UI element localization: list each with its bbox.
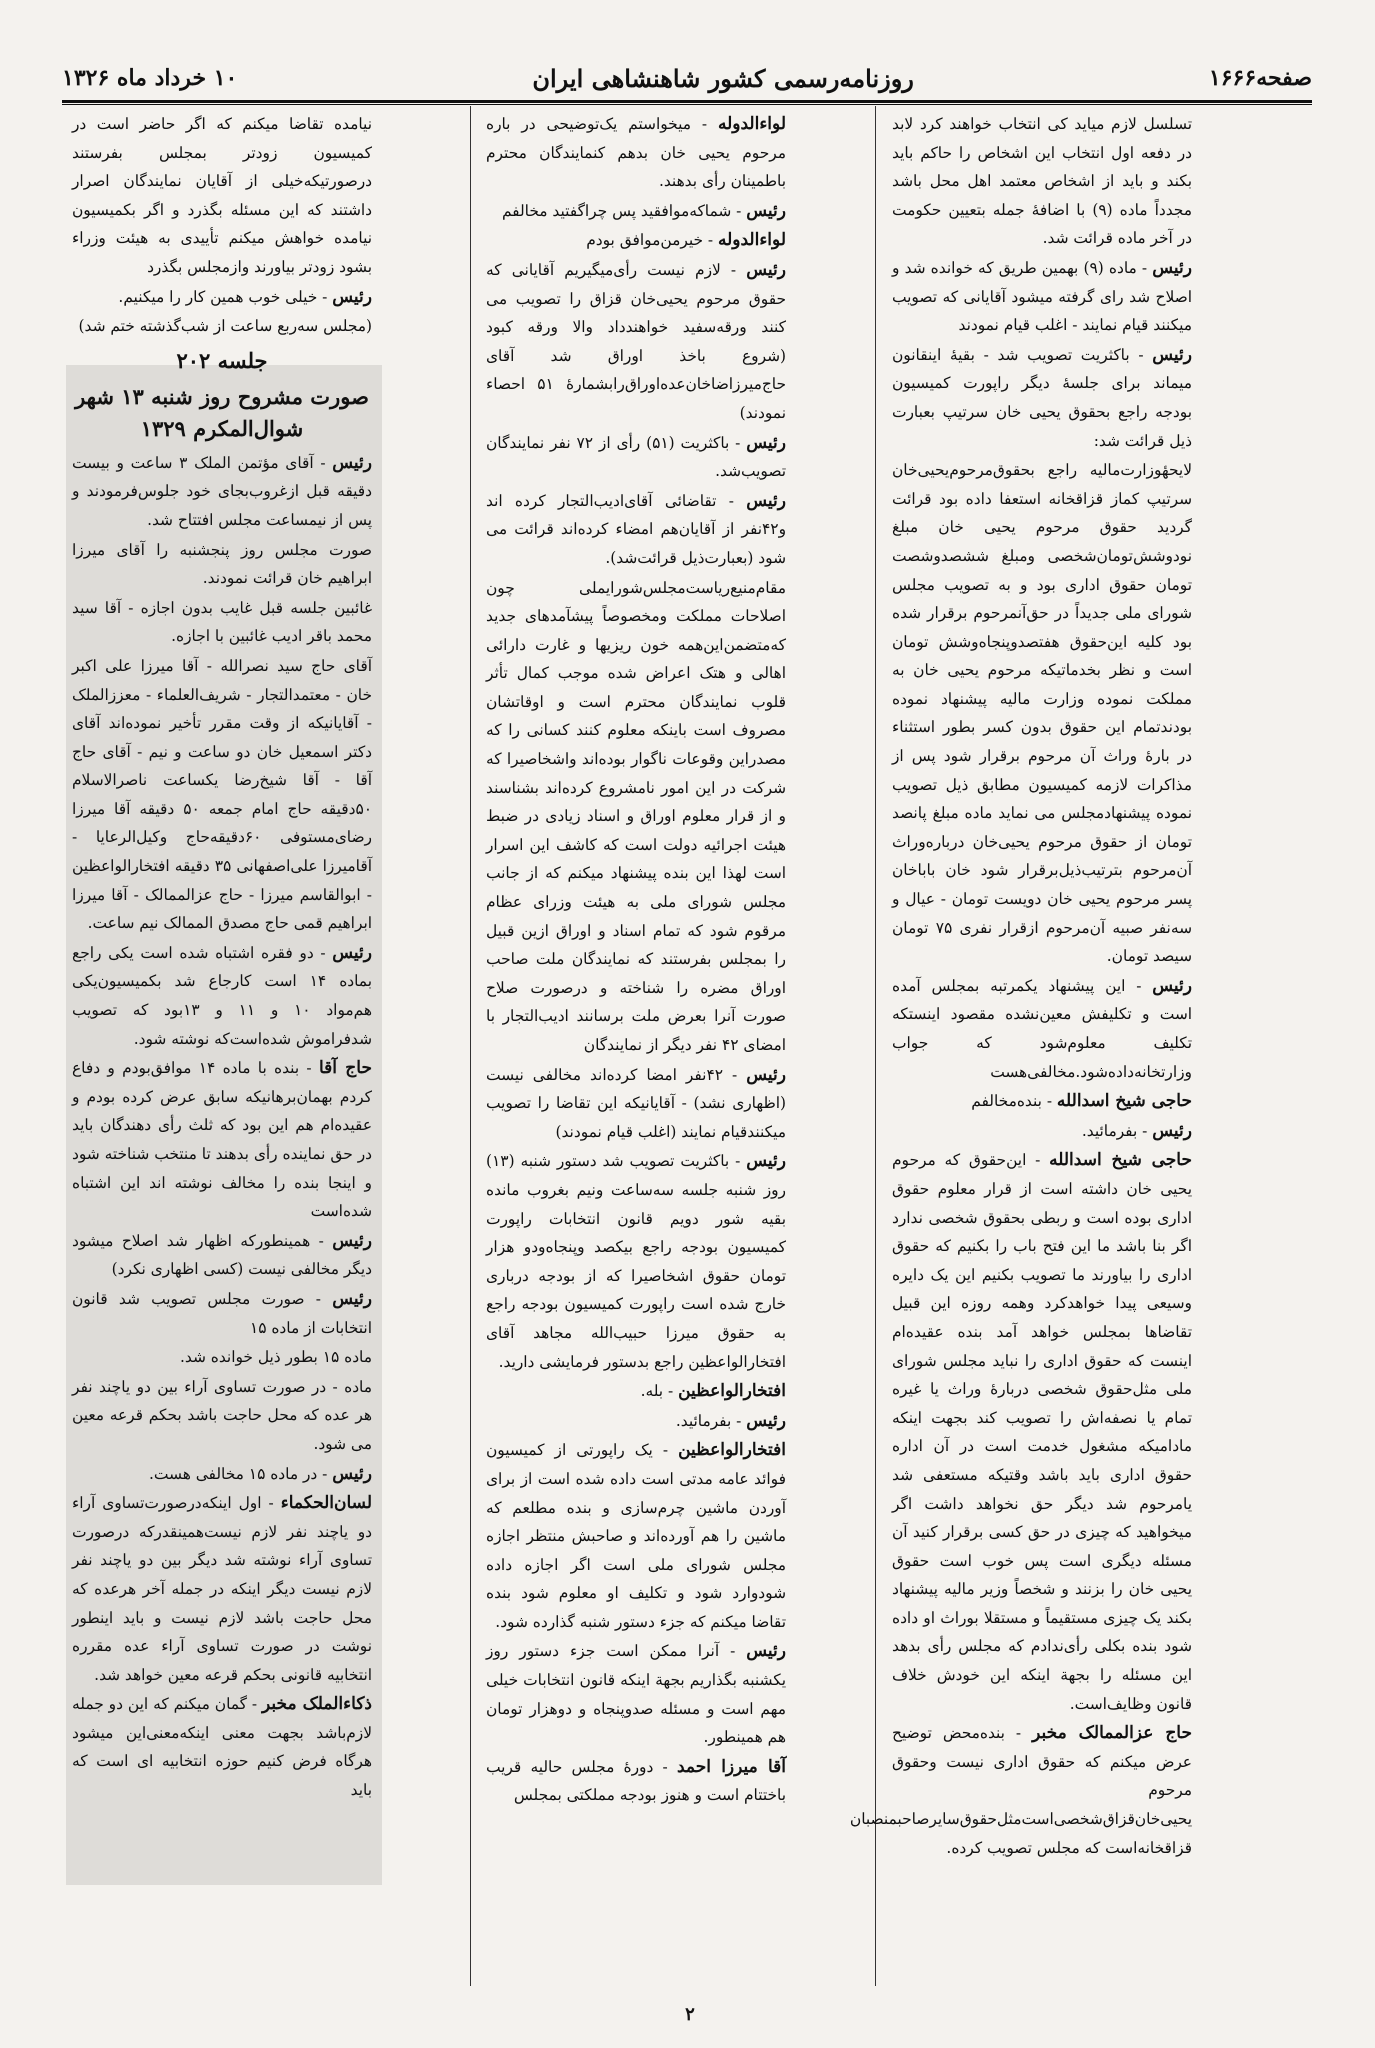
speaker-name: رئیس — [332, 1288, 372, 1309]
paragraph-text: - لازم نیست رأی‌میگیریم آقایانی که حقوق مرحوم یحیی‌خان قزاق را تصویب می کنند ورقه‌سفید خواهندداد والا ورقه کبود (شروع باخذ اوراق شد آقای حاج‌میرزاضاخان‌عده‌اوراق‌رابشمارهٔ ۵۱ احصاء نمودند) — [486, 260, 786, 422]
paragraph — [486, 1377, 786, 1406]
speaker-name: رئیس — [1152, 257, 1192, 278]
paragraph-text: - بنده‌محض توضیح عرض میکنم که حقوق اداری نیست وحقوق مرحوم یحیی‌خان‌قزاق‌شخصی‌است‌مثل‌حقوق‌سایرصاحبمنصبان قزاقخانه‌است که مجلس تصویب کرده. — [849, 1724, 1192, 1857]
newspaper-title: روزنامه‌رسمی کشور شاهنشاهی ایران — [532, 63, 914, 93]
paragraph — [486, 1061, 786, 1147]
paragraph — [892, 1087, 1192, 1116]
session-heading: جلسه ۲۰۲ — [176, 347, 268, 373]
paragraph — [486, 429, 786, 486]
speaker-name: لواءالدوله — [717, 230, 786, 251]
paragraph — [486, 1407, 786, 1436]
paragraph — [72, 110, 372, 282]
issue-date: ۱۰ خرداد ماه ۱۳۲۶ — [62, 65, 238, 91]
paragraph-text: - میخواستم یک‌توضیحی در باره مرحوم یحیی خان بدهم کنمایندگان محترم باطمینان رأی بدهند. — [486, 115, 786, 191]
paragraph — [486, 487, 786, 573]
paragraph-text: - دو فقره اشتباه شده است یکی راجع بماده ۱۴ است کارجاع شد بکمیسیون‌یکی هم‌مواد ۱۰ و ۱۱ و ۱۳بود که تصویب شدفراموش شده‌است‌که نوشته شود. — [72, 943, 372, 1048]
paragraph-text: - دورهٔ مجلس حالیه قریب باختتام است و هنوز بودجه مملکتی بمجلس — [486, 1757, 786, 1805]
header-rule-thin — [62, 104, 1312, 105]
paragraph — [486, 1753, 786, 1810]
paragraph-text: - در ماده ۱۵ مخالفی هست. — [148, 1464, 333, 1483]
speaker-name: افتخارالواعظین — [678, 1381, 786, 1402]
paragraph-text: - بفرمائید. — [675, 1411, 747, 1430]
paragraph-text: - اول اینکه‌درصورت‌تساوی آراء دو یاچند نفر لازم نیست‌همینقدرکه درصورت تساوی آراء نوشته شد دیگر بین دو یاچند نفر لازم نیست دیگر اینکه در جمله آخر هرعده که محل حاجت باشد لازم نیست و باید اینطور نوشت در صورت تساوی آراء عده مقرره انتخابیه قانونی بحکم قرعه معین خواهد شد. — [72, 1494, 372, 1684]
paragraph — [72, 312, 372, 341]
paragraph-text: - باکثریت (۵۱) رأی از ۷۲ نفر نمایندگان تصویب‌شد. — [486, 433, 786, 481]
speaker-name: ذکاءالملک مخبر — [262, 1694, 372, 1715]
speaker-name: رئیس — [746, 1641, 786, 1662]
paragraph-text: - بنده‌مخالفم — [971, 1092, 1057, 1111]
paragraph — [849, 1719, 1192, 1862]
paragraph — [486, 110, 786, 196]
paragraph — [486, 256, 786, 428]
paragraph — [72, 939, 372, 1053]
speaker-name: رئیس — [1152, 344, 1192, 365]
speaker-name: حاجی شیخ اسدالله — [1056, 1091, 1192, 1112]
paragraph — [72, 1054, 372, 1226]
speaker-name: رئیس — [332, 942, 372, 963]
session-heading: صورت مشروح روز شنبه ۱۳ شهر شوال‌المکرم ۱۳۲۹ — [75, 383, 369, 441]
paragraph — [72, 1373, 372, 1459]
paragraph-text: غائبین جلسه قبل غایب بدون اجازه - آقا سید محمد باقر ادیب غائبین با اجازه. — [72, 598, 372, 646]
speaker-name: رئیس — [1152, 1120, 1192, 1141]
paragraph-text: آقای حاج سید نصرالله - آقا میرزا علی اکبر خان - معتمدالتجار - شریف‌العلماء - معززالملک - آقایانیکه از وقت مقرر تأخیر نموده‌اند آقای دکتر اسمعیل خان دو ساعت و نیم - آقای حاج آقا - آقا شیخ‌رضا یکساعت ناصرالاسلام ۵۰دقیقه حاج امام جمعه ۵۰ دقیقه آقا میرزا رضای‌مستوفی ۶۰دقیقه‌حاج وکیل‌الرعایا - آقامیرزا علی‌اصفهانی ۳۵ دقیقه افتخارالواعظین - ابوالقاسم میرزا - حاج عزالممالک - آقا میرزا ابراهیم قمی حاج مصدق الممالک نیم ساعت. — [72, 656, 372, 933]
paragraph — [486, 1147, 786, 1376]
paragraph-text: ماده - در صورت تساوی آراء بین دو یاچند نفر هر عده که محل حاجت باشد بحکم قرعه معین می شود. — [72, 1377, 372, 1453]
paragraph-text: - گمان میکنم که این دو جمله لازم‌باشد بجهت معنی اینکه‌معنی‌این میشود هرگاه فرض کنیم حوزه انتخابیه ای است که باید — [72, 1695, 372, 1800]
paragraph — [72, 594, 372, 651]
speaker-name: رئیس — [746, 200, 786, 221]
paragraph — [892, 1146, 1192, 1718]
paragraph — [72, 1460, 372, 1489]
paragraph-text: - یک راپورتی از کمیسیون فوائد عامه مدتی است داده شده است از برای آوردن ماشین چرم‌سازی و بنده مطلعم که ماشین را هم آورده‌اند و صاحبش منتظر اجازه مجلس شورای ملی است اگر اجازه داده شودوارد شود و تکلیف او معلوم شود بنده تقاضا میکنم که جزء دستور شنبه گذارده شود. — [486, 1441, 786, 1631]
paragraph — [892, 972, 1192, 1086]
paragraph-text: - بفرمائید. — [1081, 1121, 1153, 1140]
paragraph-text: - این‌حقوق که مرحوم یحیی خان داشته است از قرار معلوم حقوق اداری بوده است و ربطی بحقوق شخصی ندارد اگر بنا باشد ما این فتح باب را بکنیم که حقوق اداری را بیاورند ما تصویب بکنیم این یک دایره وسیعی پیدا خواهدکرد وهمه روزه این قبیل تقاضا‌ها بمجلس خواهد آمد بنده عقیده‌ام اینست که حقوق اداری را نباید مجلس شورای ملی مثل‌حقوق شخصی دربارهٔ وراث یا غیره تمام یا نصفه‌اش را تصویب کند بجهت اینکه مادامیکه مشغول خدمت است در آن اداره حقوق اداری باید باشد وقتیکه مستعفی شد یامرحوم شد دیگر حق نخواهد داشت اگر میخواهید که چیزی در حق کسی برقرار کنید آن مسئله دیگری است پس خوب است حقوق یحیی خان را بزنند و شخصاً وزیر مالیه پیشنهاد بکند یک چیزی مستقیماً و مستقلا بوراث او داده شود بنده بکلی رأی‌ندادم که مجلس رأی بدهد این مسئله را بجهة اینکه این خودش خلاف قانون وظایف‌است. — [892, 1151, 1192, 1713]
paragraph — [72, 652, 372, 938]
speaker-name: رئیس — [1152, 975, 1192, 996]
speaker-name: رئیس — [332, 452, 372, 473]
speaker-name: رئیس — [746, 1151, 786, 1172]
paragraph — [486, 197, 786, 226]
speaker-name: حاج آقا — [318, 1058, 372, 1079]
paragraph-text: لایحهٔوزارت‌مالیه راجع بحقوق‌مرحوم‌یحیی‌خان سرتیپ کماز قزاقخانه استعفا داده بود قرائت گردید حقوق مرحوم یحیی خان مبلغ نودوشش‌تومان‌شخصی ومبلغ ششصدوشصت تومان حقوق اداری بود و به تصویب مجلس شورای ملی جدیداً در حق‌آنمرحوم برقرار شده بود کلیه این‌حقوق هفتصدوپنجاه‌وشش تومان است و نظر بخدماتیکه مرحوم یحیی خان به مملکت نموده وزارت مالیه پیشنهاد نموده بودندتمام این حقوق بدون کسر بطور استثناء در بارهٔ وراث آن مرحوم برقرار شود پس از مذاکرات لازمه کمیسیون مطابق ذیل تصویب نموده پیشنهادمجلس می نماید ماده مبلغ پانصد تومان از حقوق مرحوم یحیی‌خان درباره‌وراث آن‌مرحوم بترتیب‌ذیل‌برقرار شود خان باباخان پسر مرحوم یحیی خان دویست تومان - عیال و سه‌نفر صبیه آن‌مرحوم ازقرار نفری ۷۵ تومان سیصد تومان. — [892, 461, 1192, 966]
paragraph — [72, 1489, 372, 1689]
paragraph-text: - خیر‌من‌موافق بودم — [586, 231, 718, 250]
paragraph — [892, 254, 1192, 340]
paragraph — [72, 283, 372, 312]
paragraph-text: - تقاضائی آقای‌ادیب‌التجار کرده اند و۴۲نفر از آقایان‌هم امضاء کرده‌اند قرائت می شود (بعبارت‌ذیل قرائت‌شد). — [486, 491, 786, 567]
paragraph-text: - آنرا ممکن است جزء دستور روز یکشنبه بگذاریم بجهة اینکه قانون انتخابات خیلی مهم است و مسئله صدوپنجاه و دوهزار تومان هم همینطور. — [486, 1642, 786, 1747]
paragraph-text: - باکثریت تصویب شد دستور شنبه (۱۳) روز شنبه جلسه سه‌ساعت ونیم بغروب مانده بقیه شور دویم قانون انتخابات راپورت کمیسیون بودجه راجع بیکصد وپنجاه‌ودو هزار تومان حقوق اشخاصیرا که از بودجه درباری خارج شده است راپورت کمیسیون بودجه راجع به حقوق میرزا حبیب‌الله مجاهد آقای افتخارالواعظین راجع بدستور فرمایشی دارید. — [486, 1152, 786, 1371]
page-footer-number: ۲ — [685, 2004, 695, 2025]
header-rule — [62, 100, 1312, 103]
paragraph-text: - ۴۲نفر امضا کرده‌اند مخالفی نیست (اظهاری نشد) - آقایانیکه این تقاضا را تصویب میکنندقیام نمایند (اغلب قیام نمودند) — [486, 1065, 786, 1141]
speaker-name: حاج عزالممالک مخبر — [1032, 1723, 1192, 1744]
paragraph — [72, 449, 372, 535]
speaker-name: لواءالدوله — [717, 114, 786, 134]
speaker-name: رئیس — [746, 432, 786, 453]
text-column-right — [849, 110, 1192, 1980]
column-divider — [875, 106, 876, 1986]
speaker-name: افتخارالواعظین — [678, 1440, 786, 1461]
paragraph-text: مقام‌منیع‌ریاست‌مجلس‌شورا‌یملی چون اصلاحات مملکت ومخصوصاً پیشآمدهای جدید که‌متضمن‌این‌همه خون ریزیها و غارت دارائی اهالی و هتک اعراض شده موجب کمال تأثر قلوب نمایندگان محترم است و اوقاتشان مصروف است باینکه معلوم کنند کسانی را که مصدراین وقوعات ناگوار بوده‌اند واشخاصیرا که شرکت در این امور نامشروع کرده‌اند بشناسند و از قرار معلوم اوراق و اسناد زیادی در ضبط هیئت اجرائیه دولت است که کاشف این اسرار است لهذا این بنده پیشنهاد میکنم که از جانب مجلس شورای ملی به هیئت وزرای عظام مرقوم شود که تمام اسناد و اوراق ازین قبیل را بمجلس بفرستند که نمایندگان ملت صاحب اوراق مضره را شناخته و درصورت صلاح صورت آنرا بعرض ملت برسانند ادیب‌التجار با امضای ۴۲ نفر دیگر از نمایندگان — [486, 578, 786, 1054]
paragraph-text: - باکثریت تصویب شد - بقیهٔ اینقانون میماند برای جلسهٔ دیگر راپورت کمیسیون بودجه راجع بحقوق یحیی خان سرتیپ بعبارت ذیل قرائت شد: — [892, 345, 1192, 450]
paragraph — [72, 1227, 372, 1284]
paragraph — [72, 1690, 372, 1804]
paragraph-text: ماده ۱۵ بطور ذیل خوانده شد. — [180, 1348, 372, 1367]
speaker-name: رئیس — [332, 1463, 372, 1484]
paragraph-text: - بله. — [640, 1382, 679, 1401]
paragraph — [892, 1117, 1192, 1146]
text-column-middle — [486, 110, 786, 1980]
paragraph-text: - ماده (۹) بهمین طریق که خوانده شد و اصلاح شد رای گرفته میشود آقایانی که تصویب میکنند قیام نمایند - اغلب قیام نمودند — [892, 258, 1192, 335]
speaker-name: لسان‌الحکماء — [280, 1493, 372, 1514]
text-column-left — [72, 110, 372, 1980]
paragraph-text: - آقای مؤتمن الملک ۳ ساعت و بیست دقیقه قبل ازغروب‌بجای خود جلوس‌فرمودند و پس از نیمساعت مجلس افتتاح شد. — [72, 453, 372, 529]
paragraph — [486, 1436, 786, 1636]
speaker-name: آقا میرزا احمد — [676, 1756, 787, 1777]
paragraph-text: - بنده با ماده ۱۴ موافق‌بودم و دفاع کردم بهمان‌برهانیکه سابق عرض کرده بودم و عقیده‌ام هم این بود که ثلث رأی دهندگان باید در حق نماینده رأی بدهند تا منتخب شناخته شود و اینجا بنده را مخالف نوشته اند این اشتباه شده‌است — [72, 1059, 372, 1221]
paragraph — [486, 226, 786, 255]
paragraph-text: - این پیشنهاد یکمرتبه بمجلس آمده است و تکلیفش معین‌نشده مقصود اینستکه تکلیف معلوم‌شود که جواب وزارتخانه‌داده‌شود.مخالفی‌هست — [892, 976, 1192, 1081]
paragraph — [892, 341, 1192, 455]
page-header — [62, 58, 1312, 98]
paragraph-text: - خیلی خوب همین کار را میکنیم. — [118, 287, 333, 306]
speaker-name: رئیس — [746, 259, 786, 280]
paragraph — [72, 1343, 372, 1372]
paragraph-text: (مجلس سه‌ربع ساعت از شب‌گذشته ختم شد) — [78, 317, 372, 336]
speaker-name: رئیس — [746, 490, 786, 511]
paragraph-text: - صورت مجلس تصویب شد قانون انتخابات از ماده ۱۵ — [72, 1289, 372, 1337]
paragraph — [72, 536, 372, 593]
paragraph-text: - شماکه‌موافقید پس چراگفتید مخالفم — [501, 201, 747, 220]
paragraph-text: صورت مجلس روز پنجشنبه را آقای میرزا ابراهیم خان قرائت نمودند. — [72, 540, 372, 588]
paragraph — [486, 1637, 786, 1751]
page-number: صفحه۱۶۶۶ — [1208, 65, 1312, 91]
paragraph — [486, 574, 786, 1060]
speaker-name: رئیس — [332, 286, 372, 307]
paragraph — [892, 456, 1192, 971]
speaker-name: رئیس — [746, 1410, 786, 1431]
speaker-name: رئیس — [332, 1230, 372, 1251]
speaker-name: حاجی شیخ اسدالله — [1049, 1150, 1192, 1171]
speaker-name: رئیس — [746, 1064, 786, 1085]
paragraph — [892, 110, 1192, 253]
paragraph — [72, 1285, 372, 1342]
paragraph-text: تسلسل لازم میاید کی انتخاب خواهند کرد لابد در دفعه اول انتخاب این اشخاص را حاکم باید بکند و باید از اشخاص معتمد اهل محل باشد مجدداً ماده (۹) با اضافهٔ جمله بتعیین حکومت در آخر ماده قرائت شد. — [892, 115, 1192, 248]
paragraph-text: نیامده تقاضا میکنم که اگر حاضر است در کمیسیون زودتر بمجلس بفرستند درصورتیکه‌خیلی از آقایان نمایندگان اصرار داشتند که این مسئله بگذرد و اگر بکمیسیون نیامده خواهش میکنم تأییدی به هیئت وزراء بشود زودتر بیاورند واز‌مجلس بگذرد — [72, 115, 372, 276]
paragraph-text: - همینطورکه اظهار شد اصلاح میشود دیگر مخالفی نیست (کسی اظهاری نکرد) — [72, 1231, 372, 1279]
column-divider — [470, 106, 471, 1986]
